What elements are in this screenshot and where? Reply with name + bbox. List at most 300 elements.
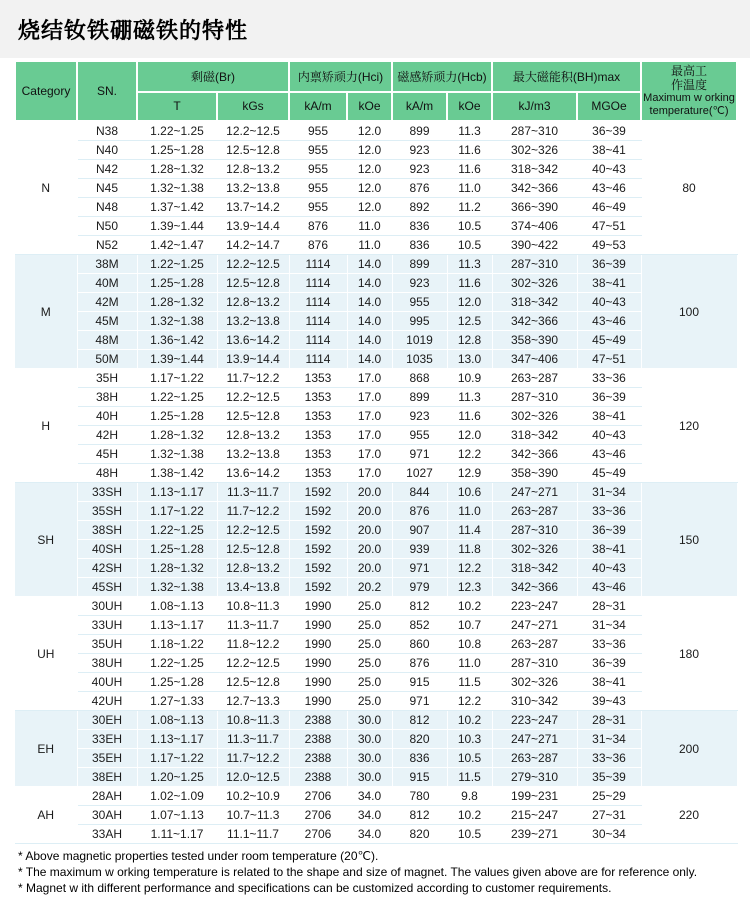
col-header-max-temp [641,61,737,121]
value-cell-35UH-4: 860 [392,635,447,654]
value-cell-50M-0: 1.39~1.44 [137,350,217,369]
max-temp-cell-H: 120 [641,369,737,483]
value-cell-42UH-4: 971 [392,692,447,711]
value-cell-N40-2: 955 [289,141,347,160]
sn-cell-N42: N42 [77,160,137,179]
value-cell-45H-2: 1353 [289,445,347,464]
sn-cell-33SH: 33SH [77,483,137,502]
table-row-42H [15,426,737,445]
value-cell-33UH-3: 25.0 [347,616,392,635]
value-cell-42SH-0: 1.28~1.32 [137,559,217,578]
value-cell-35H-1: 11.7~12.2 [217,369,289,388]
value-cell-42M-3: 14.0 [347,293,392,312]
sn-cell-42H: 42H [77,426,137,445]
value-cell-38UH-0: 1.22~1.25 [137,654,217,673]
sn-cell-42UH: 42UH [77,692,137,711]
value-cell-28AH-6: 199~231 [492,787,577,806]
value-cell-33AH-3: 34.0 [347,825,392,844]
sn-cell-30EH: 30EH [77,711,137,730]
sn-cell-45M: 45M [77,312,137,331]
value-cell-33AH-5: 10.5 [447,825,492,844]
value-cell-40H-1: 12.5~12.8 [217,407,289,426]
value-cell-N40-1: 12.5~12.8 [217,141,289,160]
col-header-br: 剩磁(Br) [137,61,289,92]
value-cell-35SH-7: 33~36 [577,502,641,521]
value-cell-48M-3: 14.0 [347,331,392,350]
value-cell-N48-0: 1.37~1.42 [137,198,217,217]
sn-cell-35H: 35H [77,369,137,388]
value-cell-33EH-4: 820 [392,730,447,749]
value-cell-48H-6: 358~390 [492,464,577,483]
sn-cell-38UH: 38UH [77,654,137,673]
value-cell-30EH-5: 10.2 [447,711,492,730]
value-cell-38UH-6: 287~310 [492,654,577,673]
value-cell-50M-2: 1114 [289,350,347,369]
value-cell-40SH-1: 12.5~12.8 [217,540,289,559]
value-cell-48M-2: 1114 [289,331,347,350]
value-cell-45M-2: 1114 [289,312,347,331]
table-row-35UH [15,635,737,654]
value-cell-40M-7: 38~41 [577,274,641,293]
value-cell-38H-5: 11.3 [447,388,492,407]
value-cell-N48-5: 11.2 [447,198,492,217]
value-cell-30UH-7: 28~31 [577,597,641,616]
value-cell-40UH-7: 38~41 [577,673,641,692]
value-cell-35UH-5: 10.8 [447,635,492,654]
value-cell-38H-6: 287~310 [492,388,577,407]
value-cell-38EH-6: 279~310 [492,768,577,787]
value-cell-30AH-0: 1.07~1.13 [137,806,217,825]
value-cell-35EH-1: 11.7~12.2 [217,749,289,768]
value-cell-33EH-1: 11.3~11.7 [217,730,289,749]
value-cell-38UH-4: 876 [392,654,447,673]
value-cell-N48-7: 46~49 [577,198,641,217]
value-cell-35EH-4: 836 [392,749,447,768]
table-row-40M [15,274,737,293]
value-cell-38SH-1: 12.2~12.5 [217,521,289,540]
value-cell-45SH-2: 1592 [289,578,347,597]
value-cell-N40-4: 923 [392,141,447,160]
value-cell-N38-6: 287~310 [492,121,577,141]
value-cell-33SH-0: 1.13~1.17 [137,483,217,502]
value-cell-40M-2: 1114 [289,274,347,293]
value-cell-33AH-1: 11.1~11.7 [217,825,289,844]
value-cell-35SH-2: 1592 [289,502,347,521]
value-cell-35EH-6: 263~287 [492,749,577,768]
sn-cell-N40: N40 [77,141,137,160]
value-cell-38M-6: 287~310 [492,255,577,274]
max-temp-cell-N: 80 [641,121,737,255]
footnote-3: * Magnet w ith different performance and specifications can be customized according to customer requirements. [18,881,612,895]
value-cell-N52-4: 836 [392,236,447,255]
title-bar [0,0,750,58]
value-cell-38H-7: 36~39 [577,388,641,407]
value-cell-35H-2: 1353 [289,369,347,388]
value-cell-48H-4: 1027 [392,464,447,483]
value-cell-38H-3: 17.0 [347,388,392,407]
value-cell-40H-6: 302~326 [492,407,577,426]
value-cell-42H-5: 12.0 [447,426,492,445]
value-cell-38SH-4: 907 [392,521,447,540]
value-cell-40M-6: 302~326 [492,274,577,293]
max-temp-en: Maximum w orking temperature(℃) [643,92,735,117]
table-row-N50 [15,217,737,236]
value-cell-42SH-3: 20.0 [347,559,392,578]
value-cell-30AH-2: 2706 [289,806,347,825]
value-cell-N45-0: 1.32~1.38 [137,179,217,198]
value-cell-38M-1: 12.2~12.5 [217,255,289,274]
value-cell-28AH-7: 25~29 [577,787,641,806]
table-row-33UH [15,616,737,635]
value-cell-35EH-0: 1.17~1.22 [137,749,217,768]
value-cell-48H-3: 17.0 [347,464,392,483]
value-cell-N48-1: 13.7~14.2 [217,198,289,217]
value-cell-42SH-2: 1592 [289,559,347,578]
value-cell-45SH-1: 13.4~13.8 [217,578,289,597]
value-cell-45H-5: 12.2 [447,445,492,464]
value-cell-42H-4: 955 [392,426,447,445]
value-cell-42M-0: 1.28~1.32 [137,293,217,312]
value-cell-30EH-2: 2388 [289,711,347,730]
table-row-38EH [15,768,737,787]
sn-cell-40M: 40M [77,274,137,293]
sn-cell-28AH: 28AH [77,787,137,806]
value-cell-33SH-6: 247~271 [492,483,577,502]
table-row-N45 [15,179,737,198]
value-cell-30UH-4: 812 [392,597,447,616]
value-cell-N38-2: 955 [289,121,347,141]
value-cell-33AH-2: 2706 [289,825,347,844]
value-cell-N52-7: 49~53 [577,236,641,255]
sn-cell-35EH: 35EH [77,749,137,768]
value-cell-N50-0: 1.39~1.44 [137,217,217,236]
value-cell-45H-1: 13.2~13.8 [217,445,289,464]
table-row-42UH [15,692,737,711]
value-cell-N40-5: 11.6 [447,141,492,160]
table-row-N40 [15,141,737,160]
sn-cell-38H: 38H [77,388,137,407]
value-cell-N42-5: 11.6 [447,160,492,179]
table-row-35SH [15,502,737,521]
category-cell-SH: SH [15,483,77,597]
value-cell-N38-7: 36~39 [577,121,641,141]
table-row-33EH [15,730,737,749]
value-cell-42H-2: 1353 [289,426,347,445]
value-cell-30AH-1: 10.7~11.3 [217,806,289,825]
value-cell-48M-6: 358~390 [492,331,577,350]
value-cell-45H-7: 43~46 [577,445,641,464]
value-cell-35UH-1: 11.8~12.2 [217,635,289,654]
value-cell-33SH-1: 11.3~11.7 [217,483,289,502]
value-cell-33AH-7: 30~34 [577,825,641,844]
value-cell-N50-7: 47~51 [577,217,641,236]
table-row-38M [15,255,737,274]
sn-cell-33UH: 33UH [77,616,137,635]
value-cell-45M-7: 43~46 [577,312,641,331]
value-cell-50M-4: 1035 [392,350,447,369]
category-cell-M: M [15,255,77,369]
value-cell-N52-2: 876 [289,236,347,255]
value-cell-42UH-6: 310~342 [492,692,577,711]
value-cell-N42-6: 318~342 [492,160,577,179]
value-cell-30EH-0: 1.08~1.13 [137,711,217,730]
value-cell-N50-6: 374~406 [492,217,577,236]
col-header-category: Category [15,61,77,121]
table-row-N38 [15,121,737,141]
spec-table-wrap [0,58,750,844]
value-cell-40H-7: 38~41 [577,407,641,426]
value-cell-48M-0: 1.36~1.42 [137,331,217,350]
value-cell-48H-0: 1.38~1.42 [137,464,217,483]
value-cell-N45-7: 43~46 [577,179,641,198]
table-row-40SH [15,540,737,559]
value-cell-30UH-6: 223~247 [492,597,577,616]
value-cell-40SH-4: 939 [392,540,447,559]
value-cell-45H-4: 971 [392,445,447,464]
table-row-45SH [15,578,737,597]
subcol-header-hci-koe: kOe [347,92,392,122]
value-cell-35SH-6: 263~287 [492,502,577,521]
table-row-45H [15,445,737,464]
footnote-2: * The maximum w orking temperature is related to the shape and size of magnet. The values given above are for reference only. [18,865,698,879]
value-cell-42M-7: 40~43 [577,293,641,312]
value-cell-30EH-3: 30.0 [347,711,392,730]
subcol-header-hci-kam: kA/m [289,92,347,122]
value-cell-38EH-0: 1.20~1.25 [137,768,217,787]
value-cell-38H-0: 1.22~1.25 [137,388,217,407]
value-cell-38EH-1: 12.0~12.5 [217,768,289,787]
value-cell-42SH-6: 318~342 [492,559,577,578]
table-row-30EH [15,711,737,730]
value-cell-35UH-2: 1990 [289,635,347,654]
value-cell-42H-0: 1.28~1.32 [137,426,217,445]
value-cell-45M-1: 13.2~13.8 [217,312,289,331]
value-cell-N38-4: 899 [392,121,447,141]
value-cell-40M-4: 923 [392,274,447,293]
value-cell-33SH-7: 31~34 [577,483,641,502]
value-cell-42UH-3: 25.0 [347,692,392,711]
value-cell-38UH-7: 36~39 [577,654,641,673]
category-cell-H: H [15,369,77,483]
table-row-48H [15,464,737,483]
value-cell-38M-4: 899 [392,255,447,274]
value-cell-30UH-2: 1990 [289,597,347,616]
value-cell-38SH-3: 20.0 [347,521,392,540]
sn-cell-45H: 45H [77,445,137,464]
sn-cell-48H: 48H [77,464,137,483]
value-cell-38EH-7: 35~39 [577,768,641,787]
subcol-header-t: T [137,92,217,122]
value-cell-N42-3: 12.0 [347,160,392,179]
value-cell-38H-2: 1353 [289,388,347,407]
value-cell-38EH-4: 915 [392,768,447,787]
value-cell-33SH-4: 844 [392,483,447,502]
sn-cell-48M: 48M [77,331,137,350]
value-cell-35UH-0: 1.18~1.22 [137,635,217,654]
sn-cell-38EH: 38EH [77,768,137,787]
value-cell-33UH-6: 247~271 [492,616,577,635]
value-cell-38SH-2: 1592 [289,521,347,540]
value-cell-40UH-0: 1.25~1.28 [137,673,217,692]
value-cell-45SH-0: 1.32~1.38 [137,578,217,597]
table-row-48M [15,331,737,350]
subcol-header-kgs: kGs [217,92,289,122]
value-cell-30UH-5: 10.2 [447,597,492,616]
value-cell-38UH-1: 12.2~12.5 [217,654,289,673]
value-cell-40H-5: 11.6 [447,407,492,426]
col-header-hci: 内禀矫顽力(Hci) [289,61,392,92]
value-cell-N50-1: 13.9~14.4 [217,217,289,236]
value-cell-35SH-1: 11.7~12.2 [217,502,289,521]
value-cell-30UH-1: 10.8~11.3 [217,597,289,616]
value-cell-N40-6: 302~326 [492,141,577,160]
category-cell-UH: UH [15,597,77,711]
value-cell-45H-6: 342~366 [492,445,577,464]
value-cell-42UH-1: 12.7~13.3 [217,692,289,711]
sn-cell-40UH: 40UH [77,673,137,692]
footnotes [0,844,750,896]
value-cell-N48-4: 892 [392,198,447,217]
value-cell-N42-7: 40~43 [577,160,641,179]
sn-cell-45SH: 45SH [77,578,137,597]
value-cell-42H-1: 12.8~13.2 [217,426,289,445]
value-cell-35UH-6: 263~287 [492,635,577,654]
sn-cell-35UH: 35UH [77,635,137,654]
value-cell-38H-1: 12.2~12.5 [217,388,289,407]
value-cell-38SH-5: 11.4 [447,521,492,540]
subcol-header-hcb-kam: kA/m [392,92,447,122]
sn-cell-N52: N52 [77,236,137,255]
value-cell-48H-1: 13.6~14.2 [217,464,289,483]
value-cell-35EH-2: 2388 [289,749,347,768]
spec-table [14,60,738,844]
value-cell-N45-1: 13.2~13.8 [217,179,289,198]
value-cell-40UH-6: 302~326 [492,673,577,692]
max-temp-cell-AH: 220 [641,787,737,844]
value-cell-42UH-5: 12.2 [447,692,492,711]
value-cell-35H-5: 10.9 [447,369,492,388]
value-cell-N40-3: 12.0 [347,141,392,160]
value-cell-33EH-2: 2388 [289,730,347,749]
category-cell-EH: EH [15,711,77,787]
value-cell-N48-3: 12.0 [347,198,392,217]
table-row-42M [15,293,737,312]
value-cell-N52-1: 14.2~14.7 [217,236,289,255]
value-cell-48H-5: 12.9 [447,464,492,483]
table-row-38H [15,388,737,407]
value-cell-38SH-0: 1.22~1.25 [137,521,217,540]
max-temp-cell-EH: 200 [641,711,737,787]
value-cell-28AH-2: 2706 [289,787,347,806]
sn-cell-N50: N50 [77,217,137,236]
value-cell-33EH-7: 31~34 [577,730,641,749]
sn-cell-N45: N45 [77,179,137,198]
value-cell-45M-6: 342~366 [492,312,577,331]
sn-cell-38SH: 38SH [77,521,137,540]
sn-cell-N38: N38 [77,121,137,141]
subcol-header-mgoe: MGOe [577,92,641,122]
value-cell-35H-6: 263~287 [492,369,577,388]
value-cell-42UH-7: 39~43 [577,692,641,711]
table-row-N42 [15,160,737,179]
value-cell-38M-0: 1.22~1.25 [137,255,217,274]
value-cell-33SH-5: 10.6 [447,483,492,502]
value-cell-45H-0: 1.32~1.38 [137,445,217,464]
value-cell-50M-3: 14.0 [347,350,392,369]
table-row-33SH [15,483,737,502]
value-cell-28AH-4: 780 [392,787,447,806]
table-row-45M [15,312,737,331]
value-cell-38EH-3: 30.0 [347,768,392,787]
table-row-N48 [15,198,737,217]
value-cell-38M-2: 1114 [289,255,347,274]
value-cell-45M-5: 12.5 [447,312,492,331]
value-cell-50M-7: 47~51 [577,350,641,369]
table-header [15,61,737,121]
value-cell-38M-5: 11.3 [447,255,492,274]
value-cell-42H-3: 17.0 [347,426,392,445]
value-cell-33SH-2: 1592 [289,483,347,502]
value-cell-42H-7: 40~43 [577,426,641,445]
value-cell-33AH-0: 1.11~1.17 [137,825,217,844]
value-cell-N52-0: 1.42~1.47 [137,236,217,255]
value-cell-40H-0: 1.25~1.28 [137,407,217,426]
value-cell-42M-6: 318~342 [492,293,577,312]
value-cell-N50-4: 836 [392,217,447,236]
value-cell-33UH-1: 11.3~11.7 [217,616,289,635]
value-cell-38M-3: 14.0 [347,255,392,274]
value-cell-40SH-5: 11.8 [447,540,492,559]
value-cell-48M-4: 1019 [392,331,447,350]
value-cell-30UH-3: 25.0 [347,597,392,616]
value-cell-30UH-0: 1.08~1.13 [137,597,217,616]
value-cell-38UH-5: 11.0 [447,654,492,673]
value-cell-30AH-7: 27~31 [577,806,641,825]
value-cell-50M-5: 13.0 [447,350,492,369]
value-cell-40H-3: 17.0 [347,407,392,426]
value-cell-33EH-5: 10.3 [447,730,492,749]
value-cell-45SH-3: 20.2 [347,578,392,597]
value-cell-28AH-3: 34.0 [347,787,392,806]
category-cell-N: N [15,121,77,255]
value-cell-48H-2: 1353 [289,464,347,483]
value-cell-30EH-4: 812 [392,711,447,730]
value-cell-35H-3: 17.0 [347,369,392,388]
value-cell-40UH-3: 25.0 [347,673,392,692]
value-cell-N38-0: 1.22~1.25 [137,121,217,141]
value-cell-35SH-0: 1.17~1.22 [137,502,217,521]
value-cell-48H-7: 45~49 [577,464,641,483]
value-cell-N52-5: 10.5 [447,236,492,255]
sn-cell-50M: 50M [77,350,137,369]
value-cell-35EH-5: 10.5 [447,749,492,768]
value-cell-42M-1: 12.8~13.2 [217,293,289,312]
value-cell-48M-7: 45~49 [577,331,641,350]
value-cell-30EH-7: 28~31 [577,711,641,730]
value-cell-N40-7: 38~41 [577,141,641,160]
value-cell-33UH-2: 1990 [289,616,347,635]
value-cell-42UH-2: 1990 [289,692,347,711]
value-cell-40UH-4: 915 [392,673,447,692]
sn-cell-42M: 42M [77,293,137,312]
value-cell-38H-4: 899 [392,388,447,407]
value-cell-40UH-1: 12.5~12.8 [217,673,289,692]
sn-cell-33EH: 33EH [77,730,137,749]
value-cell-45H-3: 17.0 [347,445,392,464]
value-cell-N38-5: 11.3 [447,121,492,141]
value-cell-42M-2: 1114 [289,293,347,312]
table-row-40UH [15,673,737,692]
